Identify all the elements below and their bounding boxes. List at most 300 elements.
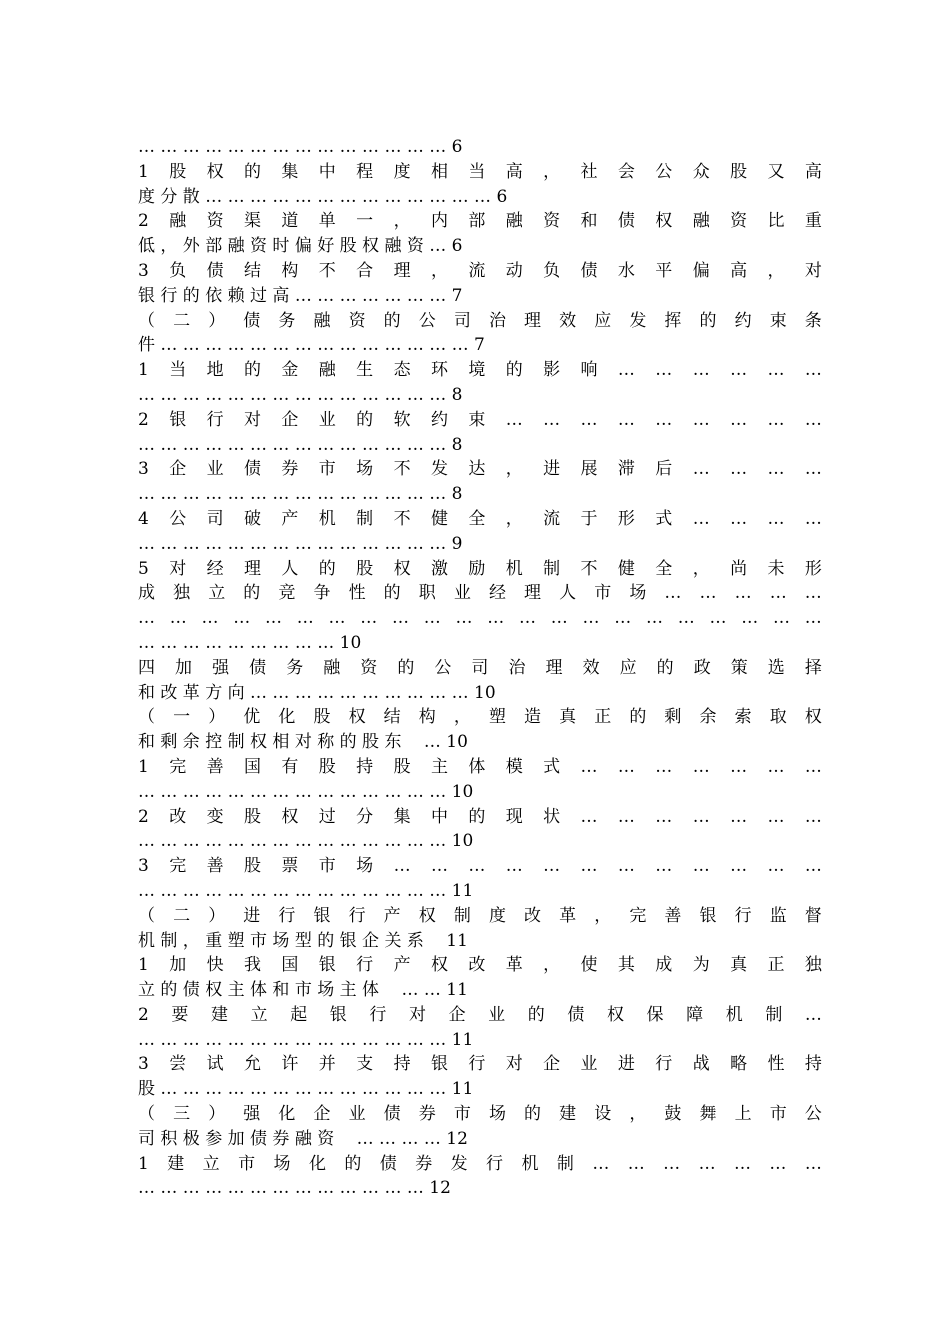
toc-char: 加 [169,955,187,976]
toc-char: 不 [318,260,336,281]
toc-char: 展 [580,459,598,480]
toc-char: ， [505,459,523,480]
toc-char: 国 [244,756,261,777]
toc-char: 的 [244,360,261,381]
toc-char: 集 [393,806,411,827]
toc-char: 完 [169,856,187,877]
toc-char: ） [208,905,226,926]
toc-char: 场 [356,459,374,480]
toc-char: 的 [505,360,523,381]
toc-char: 励 [468,558,486,579]
toc-char: 激 [430,558,448,579]
toc-char: 权 [418,905,436,926]
toc-char: 并 [318,1054,336,1075]
toc-char: 行 [348,905,366,926]
toc-char: 理 [524,310,542,331]
toc-char: 化 [278,707,296,728]
toc-char: 的 [383,310,401,331]
toc-char: 上 [734,1104,752,1125]
toc-line: 司 积 极 参 加 债 券 融 资 … … … … 12 [138,1128,468,1149]
toc-line [138,854,822,879]
toc-char: （ [138,905,155,926]
toc-char: 市 [769,1104,787,1125]
toc-char: 对 [244,409,261,430]
toc-char: 要 [171,1004,189,1025]
toc-char: 对 [169,558,187,579]
toc-char: 约 [734,310,752,331]
toc-char: … [692,409,710,430]
toc-char: 人 [559,583,577,604]
toc-char: 资 [730,211,748,232]
toc-char: … [328,608,346,629]
toc-line: … … … … … … … … … … … … … … 8 [138,384,463,405]
toc-char: … [804,459,822,480]
toc-line: … … … … … … … … … 10 [138,632,362,653]
toc-char: 分 [356,806,374,827]
toc-char: … [455,608,473,629]
toc-line: 低 ， 外 部 融 资 时 偏 好 股 权 融 资 … 6 [138,236,463,257]
toc-char: 制 [356,508,374,529]
toc-char: 渠 [244,211,261,232]
toc-char: 治 [488,310,506,331]
toc-char: 制 [453,905,471,926]
toc-char: 构 [281,260,299,281]
toc-char: 券 [281,459,299,480]
toc-char: 高 [804,161,822,182]
toc-char: 式 [655,508,673,529]
toc-char: 股 [318,756,336,777]
toc-line [138,259,822,284]
toc-line [138,581,822,606]
toc-char: … [617,409,635,430]
toc-char: 性 [348,583,366,604]
toc-char: 融 [169,211,187,232]
toc-char: 业 [206,459,224,480]
toc-char: … [698,1153,716,1174]
toc-char: 响 [580,360,598,381]
toc-char: … [804,1004,822,1025]
toc-char: 独 [173,583,191,604]
toc-char: 2 [138,806,149,827]
toc-char: 负 [169,260,187,281]
toc-char: … [487,608,505,629]
toc-line: 和 改 革 方 向 … … … … … … … … … … 10 [138,682,496,703]
toc-char: 状 [543,806,561,827]
toc-char: … [655,856,673,877]
toc-char: 尚 [730,558,748,579]
toc-char: … [730,856,748,877]
toc-char: … [804,806,822,827]
toc-char: 剩 [664,707,682,728]
toc-char: 机 [521,1153,539,1174]
toc-char: 机 [725,1004,743,1025]
toc-char: 主 [430,756,448,777]
toc-char: 单 [318,211,336,232]
toc-char: 理 [244,558,261,579]
toc-char: 的 [244,161,261,182]
toc-char: 的 [243,583,261,604]
toc-char: … [730,756,748,777]
toc-char: 债 [580,260,598,281]
toc-line [138,904,822,929]
toc-char: 一 [356,211,374,232]
toc-char: 融 [505,211,523,232]
toc-char: 善 [206,856,224,877]
toc-char: 正 [594,707,612,728]
toc-char: 设 [594,1104,612,1125]
toc-char: 制 [556,1153,574,1174]
toc-char: 1 [138,360,149,381]
toc-char: 许 [281,1054,299,1075]
toc-char: … [617,756,635,777]
toc-char: 3 [138,856,149,877]
toc-char: ） [208,707,226,728]
toc-char: 影 [543,360,561,381]
toc-line: 机 制 ， 重 塑 市 场 型 的 银 企 关 系 11 [138,930,468,951]
toc-char: 场 [488,1104,506,1125]
toc-char: 债 [244,459,261,480]
toc-char: … [692,508,710,529]
toc-char: … [505,856,523,877]
toc-char: … [580,856,598,877]
toc-line [138,309,822,334]
toc-char: 境 [468,360,486,381]
toc-char: 制 [765,1004,783,1025]
toc-char: 生 [356,360,374,381]
toc-char: 融 [323,657,341,678]
toc-char: 内 [430,211,448,232]
toc-char: 健 [617,558,635,579]
toc-char: 的 [383,583,401,604]
toc-char: … [773,608,790,629]
toc-char: 争 [313,583,331,604]
toc-char: 略 [730,1054,748,1075]
toc-line: 股 … … … … … … … … … … … … … 11 [138,1079,474,1100]
toc-line: 度 分 散 … … … … … … … … … … … … … 6 [138,186,508,207]
toc-char: … [767,409,785,430]
toc-char: 真 [730,955,748,976]
toc-char: … [804,1153,822,1174]
toc-char: … [804,856,822,877]
toc-char: 司 [206,508,224,529]
toc-char: 场 [273,1153,291,1174]
toc-char: 选 [767,657,785,678]
toc-char: 3 [138,260,149,281]
toc-char: 水 [617,260,635,281]
toc-char: … [664,583,682,604]
toc-char: … [233,608,251,629]
toc-char: 融 [318,360,336,381]
toc-char: … [709,608,727,629]
toc-char: … [655,360,673,381]
toc-char: （ [138,1104,155,1125]
toc-char: 银 [313,905,331,926]
toc-line: … … … … … … … … … … … … … … 8 [138,484,463,505]
toc-line: … … … … … … … … … … … … … … 11 [138,880,474,901]
toc-char: 试 [206,1054,224,1075]
toc-line [138,656,822,681]
toc-line [138,209,822,234]
toc-char: 行 [356,955,374,976]
toc-char: … [663,1153,681,1174]
toc-char: 变 [206,806,224,827]
toc-char: … [468,856,486,877]
toc-char: 3 [138,1054,149,1075]
toc-char: 1 [138,1153,149,1174]
toc-line [138,408,822,433]
toc-char: 结 [244,260,261,281]
toc-char: ） [208,310,226,331]
toc-char: 四 [138,657,155,678]
toc-char: 公 [418,310,436,331]
toc-char: 2 [138,409,149,430]
toc-char: 理 [524,583,542,604]
toc-char: 银 [699,905,717,926]
toc-line [138,160,822,185]
toc-char: 二 [173,310,191,331]
toc-char: 产 [383,905,401,926]
toc-char: 场 [356,856,374,877]
toc-char: 未 [767,558,785,579]
toc-char: 形 [617,508,635,529]
toc-char: 的 [318,558,336,579]
toc-char: … [767,856,785,877]
toc-char: 允 [244,1054,261,1075]
toc-char: 司 [471,657,489,678]
toc-char: 过 [318,806,336,827]
toc-char: 经 [488,583,506,604]
toc-char: 破 [244,508,261,529]
toc-char: 现 [505,806,523,827]
toc-char: 效 [582,657,600,678]
toc-char: 形 [804,558,822,579]
toc-char: 持 [356,756,374,777]
toc-line [138,358,822,383]
toc-char: 真 [559,707,577,728]
toc-char: 券 [415,1153,433,1174]
toc-char: 挥 [664,310,682,331]
toc-char: 的 [656,657,674,678]
toc-char: 权 [206,161,224,182]
toc-char: … [550,608,568,629]
toc-char: … [730,409,748,430]
toc-char: ， [430,260,448,281]
toc-char: … [692,360,710,381]
toc-char: 全 [468,508,486,529]
toc-char: … [692,856,710,877]
toc-char: 的 [344,1153,362,1174]
toc-char: 监 [769,905,787,926]
toc-char: 发 [629,310,647,331]
toc-char: 又 [767,161,785,182]
toc-char: 部 [468,211,486,232]
toc-char: … [692,806,710,827]
toc-char: 1 [138,161,149,182]
toc-char: 产 [281,508,299,529]
toc-char: 3 [138,459,149,480]
toc-char: … [692,459,710,480]
toc-char: 银 [318,955,336,976]
toc-char: 高 [505,161,523,182]
toc-char: … [767,508,785,529]
toc-char: 发 [430,459,448,480]
toc-char: 不 [393,459,411,480]
toc-line: … … … … … … … … … … … … … … 11 [138,1029,474,1050]
toc-char: 进 [243,905,261,926]
toc-char: 滞 [617,459,635,480]
toc-char: … [699,583,717,604]
toc-char: 强 [243,1104,261,1125]
toc-char: 建 [167,1153,185,1174]
toc-char: 公 [655,161,673,182]
toc-char: … [614,608,632,629]
toc-line: … … … … … … … … … … … … … … 6 [138,137,463,157]
toc-char: 资 [543,211,561,232]
toc-char: 革 [505,955,523,976]
toc-char: 改 [468,955,486,976]
toc-char: 资 [348,310,366,331]
toc-char: 职 [418,583,436,604]
toc-char: … [296,608,314,629]
toc-char: 软 [393,409,411,430]
toc-char: 进 [617,1054,635,1075]
toc-char: 度 [393,161,411,182]
toc-char: 高 [730,260,748,281]
toc-line [138,606,822,631]
toc-char: 1 [138,955,149,976]
toc-char: 司 [453,310,471,331]
toc-char: 完 [169,756,187,777]
toc-char: ， [692,558,710,579]
toc-char: … [804,360,822,381]
toc-char: 塑 [488,707,506,728]
toc-char: 动 [505,260,523,281]
toc-char: 会 [617,161,635,182]
toc-char: 资 [206,211,224,232]
toc-line: 立 的 债 权 主 体 和 市 场 主 体 … … 11 [138,980,468,1001]
toc-char: 理 [545,657,563,678]
toc-char: 股 [313,707,331,728]
toc-char: 1 [138,756,149,777]
toc-char: 战 [692,1054,710,1075]
toc-char: … [592,1153,610,1174]
toc-char: ， [505,508,523,529]
toc-char: 择 [804,657,822,678]
toc-char: 对 [505,1054,523,1075]
toc-line: … … … … … … … … … … … … … 12 [138,1178,451,1199]
toc-char: 银 [430,1054,448,1075]
toc-char: … [769,1153,787,1174]
toc-char: 余 [699,707,717,728]
toc-char: 的 [699,310,717,331]
toc-char: 造 [524,707,542,728]
toc-char: … [430,856,448,877]
toc-char: 取 [769,707,787,728]
toc-char: 制 [543,558,561,579]
toc-char: 全 [655,558,673,579]
toc-char: 行 [734,905,752,926]
toc-char: ， [543,161,561,182]
toc-char: 机 [505,558,523,579]
toc-char: 我 [244,955,261,976]
toc-char: 市 [318,459,336,480]
toc-char: 为 [692,955,710,976]
toc-char: 当 [468,161,486,182]
toc-char: 的 [524,1104,542,1125]
toc-char: 治 [508,657,526,678]
toc-char: 权 [348,707,366,728]
toc-char: 股 [244,856,261,877]
toc-char: 的 [356,409,374,430]
toc-char: 行 [468,1054,486,1075]
toc-char: … [692,756,710,777]
toc-char: … [169,608,187,629]
toc-char: 保 [646,1004,664,1025]
toc-char: 中 [318,161,336,182]
toc-char: 银 [329,1004,347,1025]
toc-char: 行 [655,1054,673,1075]
toc-char: 发 [450,1153,468,1174]
toc-char: 债 [567,1004,585,1025]
toc-char: … [804,508,822,529]
toc-char: ） [208,1104,226,1125]
toc-char: 公 [169,508,187,529]
toc-char: 应 [619,657,637,678]
toc-char: 三 [173,1104,191,1125]
toc-char: 企 [169,459,187,480]
toc-char: ， [543,955,561,976]
toc-char: 偏 [692,260,710,281]
toc-char: 二 [173,905,191,926]
toc-char: … [655,806,673,827]
toc-line [138,507,822,532]
toc-char: 正 [767,955,785,976]
toc-char: … [617,360,635,381]
toc-line [138,1003,822,1028]
toc-char: 权 [393,558,411,579]
toc-char: … [519,608,536,629]
toc-char: 障 [686,1004,704,1025]
toc-char: … [201,608,219,629]
toc-char: … [804,756,822,777]
toc-char: 进 [543,459,561,480]
toc-char: … [655,409,673,430]
toc-char: 体 [468,756,486,777]
toc-char: 银 [169,409,187,430]
toc-char: … [423,608,441,629]
toc-char: 化 [278,1104,296,1125]
toc-char: 建 [211,1004,229,1025]
toc-char: 成 [138,583,155,604]
toc-char: 5 [138,558,149,579]
toc-char: ， [767,260,785,281]
toc-char: 权 [281,806,299,827]
toc-char: 的 [397,657,415,678]
toc-char: 权 [804,707,822,728]
toc-char: 起 [290,1004,308,1025]
toc-char: 立 [202,1153,220,1174]
toc-char: … [767,756,785,777]
toc-char: 鼓 [664,1104,682,1125]
toc-char: ， [629,1104,647,1125]
toc-char: 加 [175,657,193,678]
toc-char: … [580,409,598,430]
toc-char: ， [393,211,411,232]
toc-line [138,1152,822,1177]
toc-char: 国 [281,955,299,976]
toc-char: 构 [418,707,436,728]
toc-char: 务 [286,657,304,678]
